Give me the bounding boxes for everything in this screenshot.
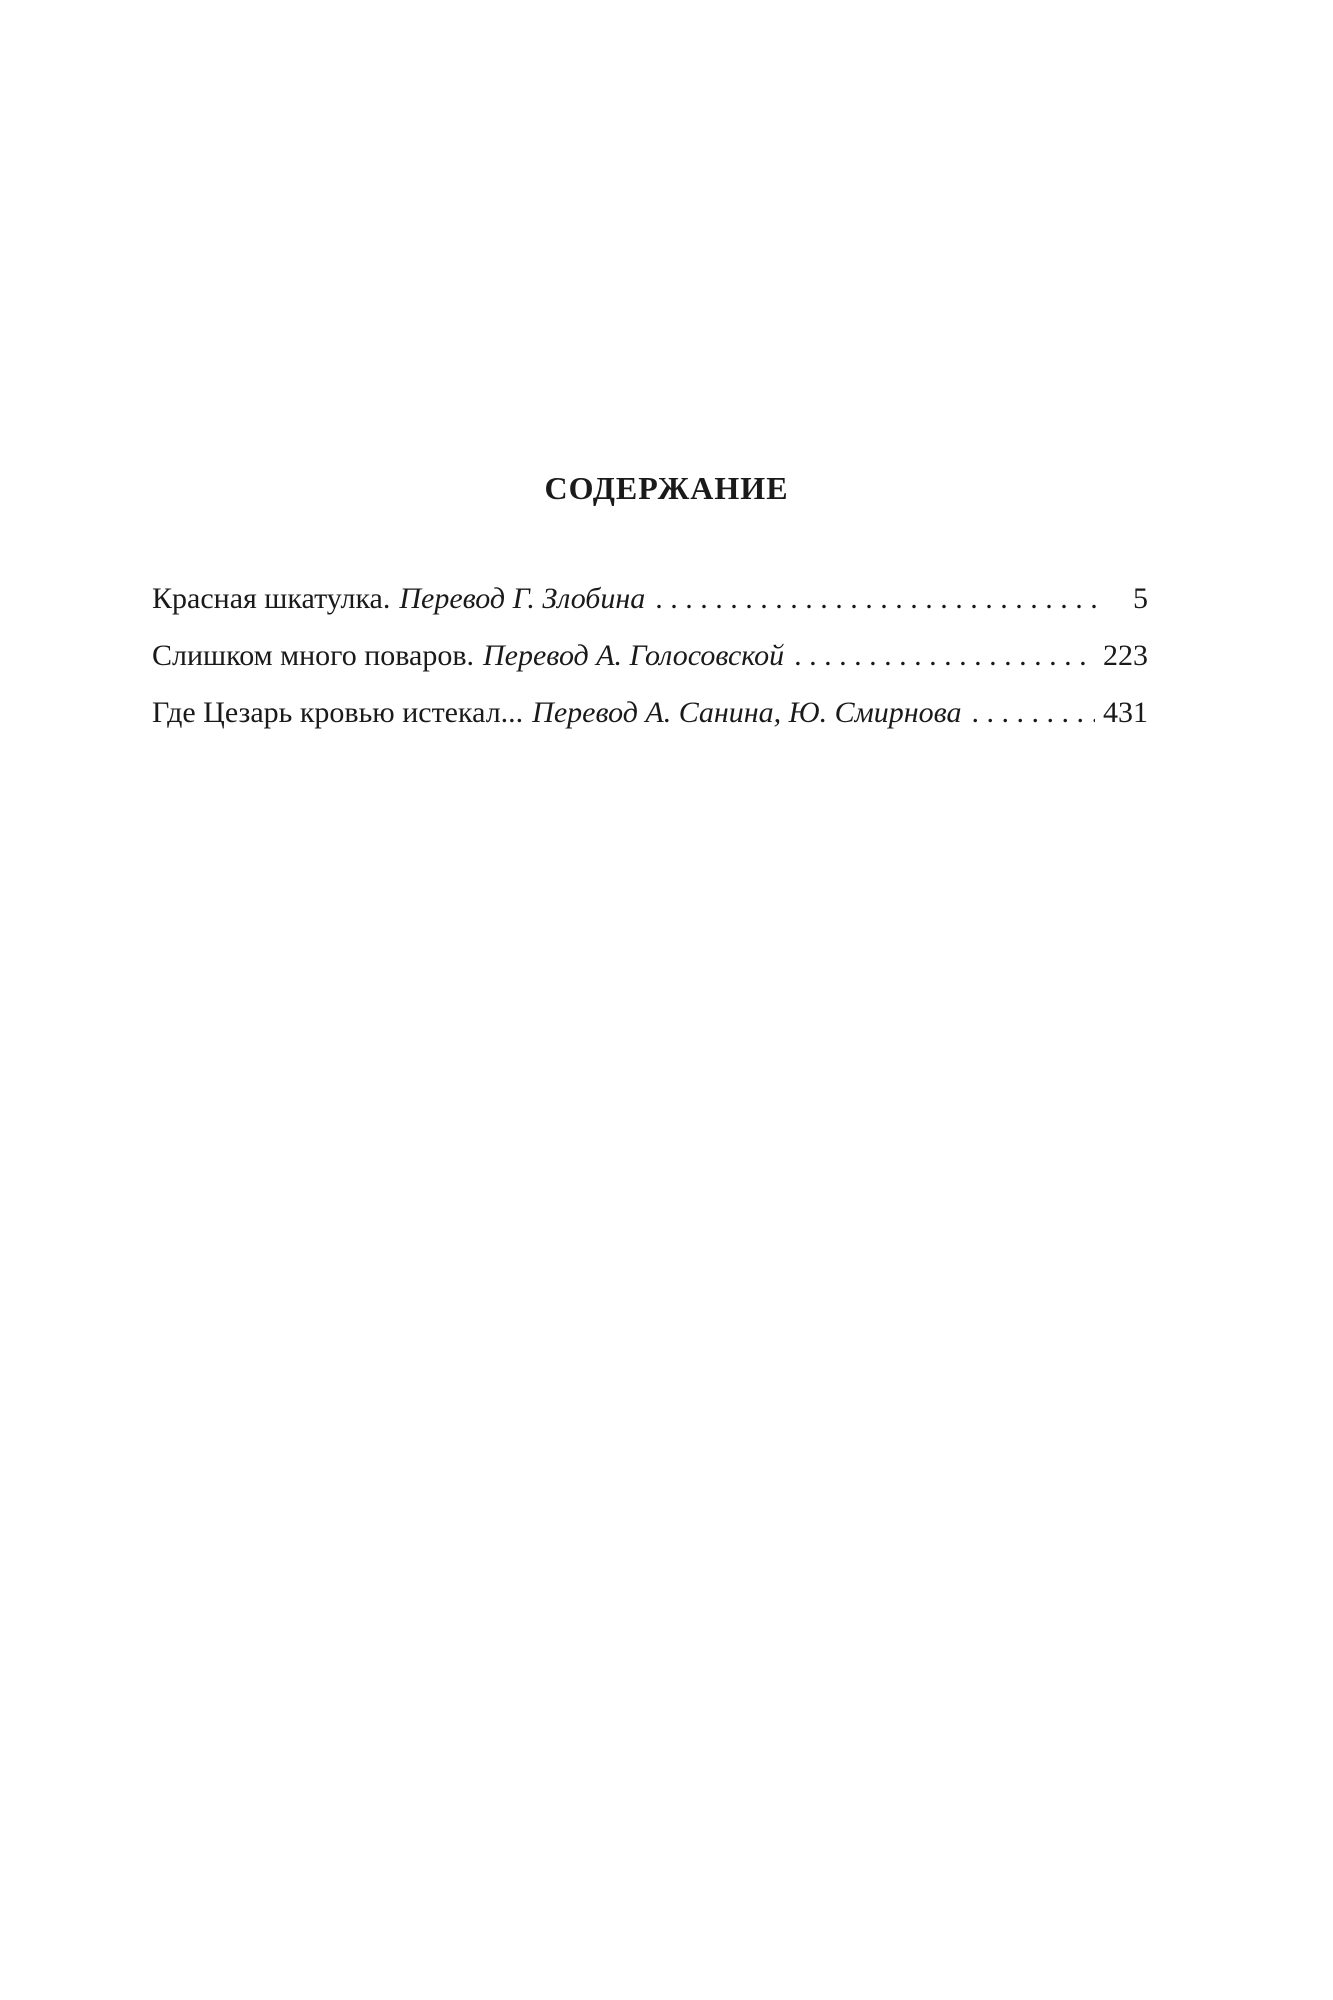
toc-list xyxy=(152,570,1148,741)
toc-entry-page-number: 431 xyxy=(1103,696,1148,729)
toc-dot-leader xyxy=(655,570,1096,627)
toc-dot-leader xyxy=(972,684,1095,741)
toc-entry-title: Красная шкатулка. xyxy=(152,582,391,615)
toc-entry-translator: Перевод А. Санина, Ю. Смирнова xyxy=(532,696,962,729)
toc-entry-title: Слишком много поваров. xyxy=(152,639,475,672)
toc-entry-translator: Перевод Г. Злобина xyxy=(399,582,646,615)
toc-entry xyxy=(152,684,1148,741)
toc-heading: СОДЕРЖАНИЕ xyxy=(544,470,789,506)
toc-entry-page-number: 223 xyxy=(1103,639,1148,672)
toc-dot-leader xyxy=(794,627,1095,684)
toc-entry xyxy=(152,570,1148,627)
toc-entry xyxy=(152,627,1148,684)
toc-entry-translator: Перевод А. Голосовской xyxy=(483,639,785,672)
toc-entry-title: Где Цезарь кровью истекал... xyxy=(152,696,524,729)
toc-entry-page-number: 5 xyxy=(1133,582,1148,615)
